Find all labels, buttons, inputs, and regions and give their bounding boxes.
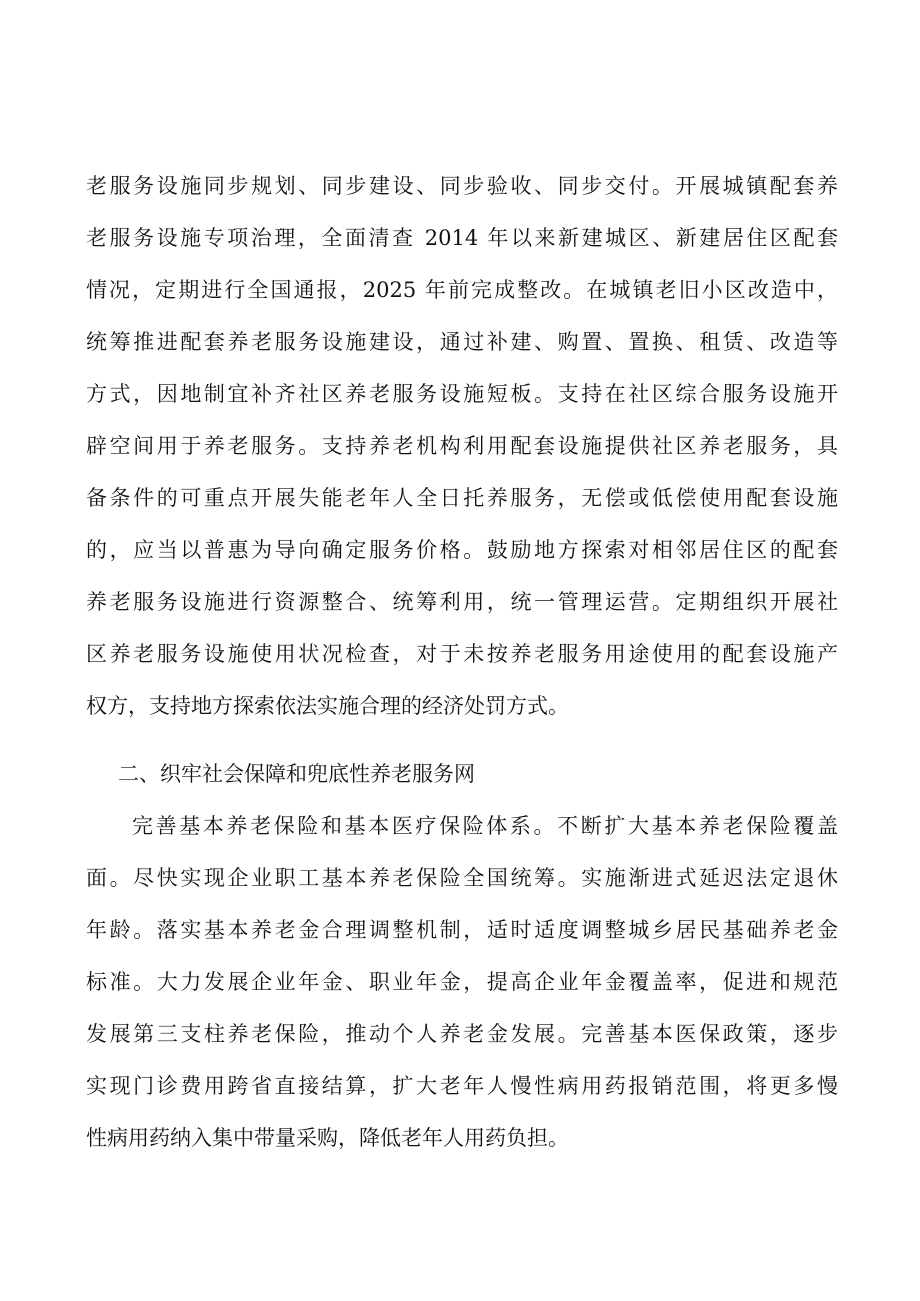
paragraph-line: 标准。大力发展企业年金、职业年金，提高企业年金覆盖率，促进和规范: [86, 970, 838, 994]
paragraph-line: 老服务设施同步规划、同步建设、同步验收、同步交付。开展城镇配套养: [86, 174, 838, 198]
paragraph-line: 权方，支持地方探索依法实施合理的经济处罚方式。: [86, 694, 569, 718]
paragraph-line: 实现门诊费用跨省直接结算，扩大老年人慢性病用药报销范围，将更多慢: [86, 1074, 838, 1098]
paragraph-line: 方式，因地制宜补齐社区养老服务设施短板。支持在社区综合服务设施开: [86, 382, 838, 406]
paragraph-line: 养老服务设施进行资源整合、统筹利用，统一管理运营。定期组织开展社: [86, 590, 838, 614]
paragraph-line: 的，应当以普惠为导向确定服务价格。鼓励地方探索对相邻居住区的配套: [86, 538, 838, 562]
paragraph-line: 发展第三支柱养老保险，推动个人养老金发展。完善基本医保政策，逐步: [86, 1022, 838, 1046]
paragraph-line: 面。尽快实现企业职工基本养老保险全国统筹。实施渐进式延迟法定退休: [86, 866, 838, 890]
paragraph-line: 完善基本养老保险和基本医疗保险体系。不断扩大基本养老保险覆盖: [132, 814, 838, 838]
paragraph-line: 备条件的可重点开展失能老年人全日托养服务，无偿或低偿使用配套设施: [86, 486, 838, 510]
paragraph-line: 性病用药纳入集中带量采购，降低老年人用药负担。: [86, 1126, 569, 1150]
section-heading: 二、织牢社会保障和兜底性养老服务网: [118, 762, 475, 786]
paragraph-line: 年龄。落实基本养老金合理调整机制，适时适度调整城乡居民基础养老金: [86, 918, 838, 942]
paragraph-line: 辟空间用于养老服务。支持养老机构利用配套设施提供社区养老服务，具: [86, 434, 838, 458]
paragraph-line: 统筹推进配套养老服务设施建设，通过补建、购置、置换、租赁、改造等: [86, 330, 838, 354]
paragraph-line: 区养老服务设施使用状况检查，对于未按养老服务用途使用的配套设施产: [86, 642, 838, 666]
paragraph-line: 老服务设施专项治理，全面清查 2014 年以来新建城区、新建居住区配套: [86, 226, 838, 250]
paragraph-line: 情况，定期进行全国通报，2025 年前完成整改。在城镇老旧小区改造中，: [86, 278, 838, 302]
